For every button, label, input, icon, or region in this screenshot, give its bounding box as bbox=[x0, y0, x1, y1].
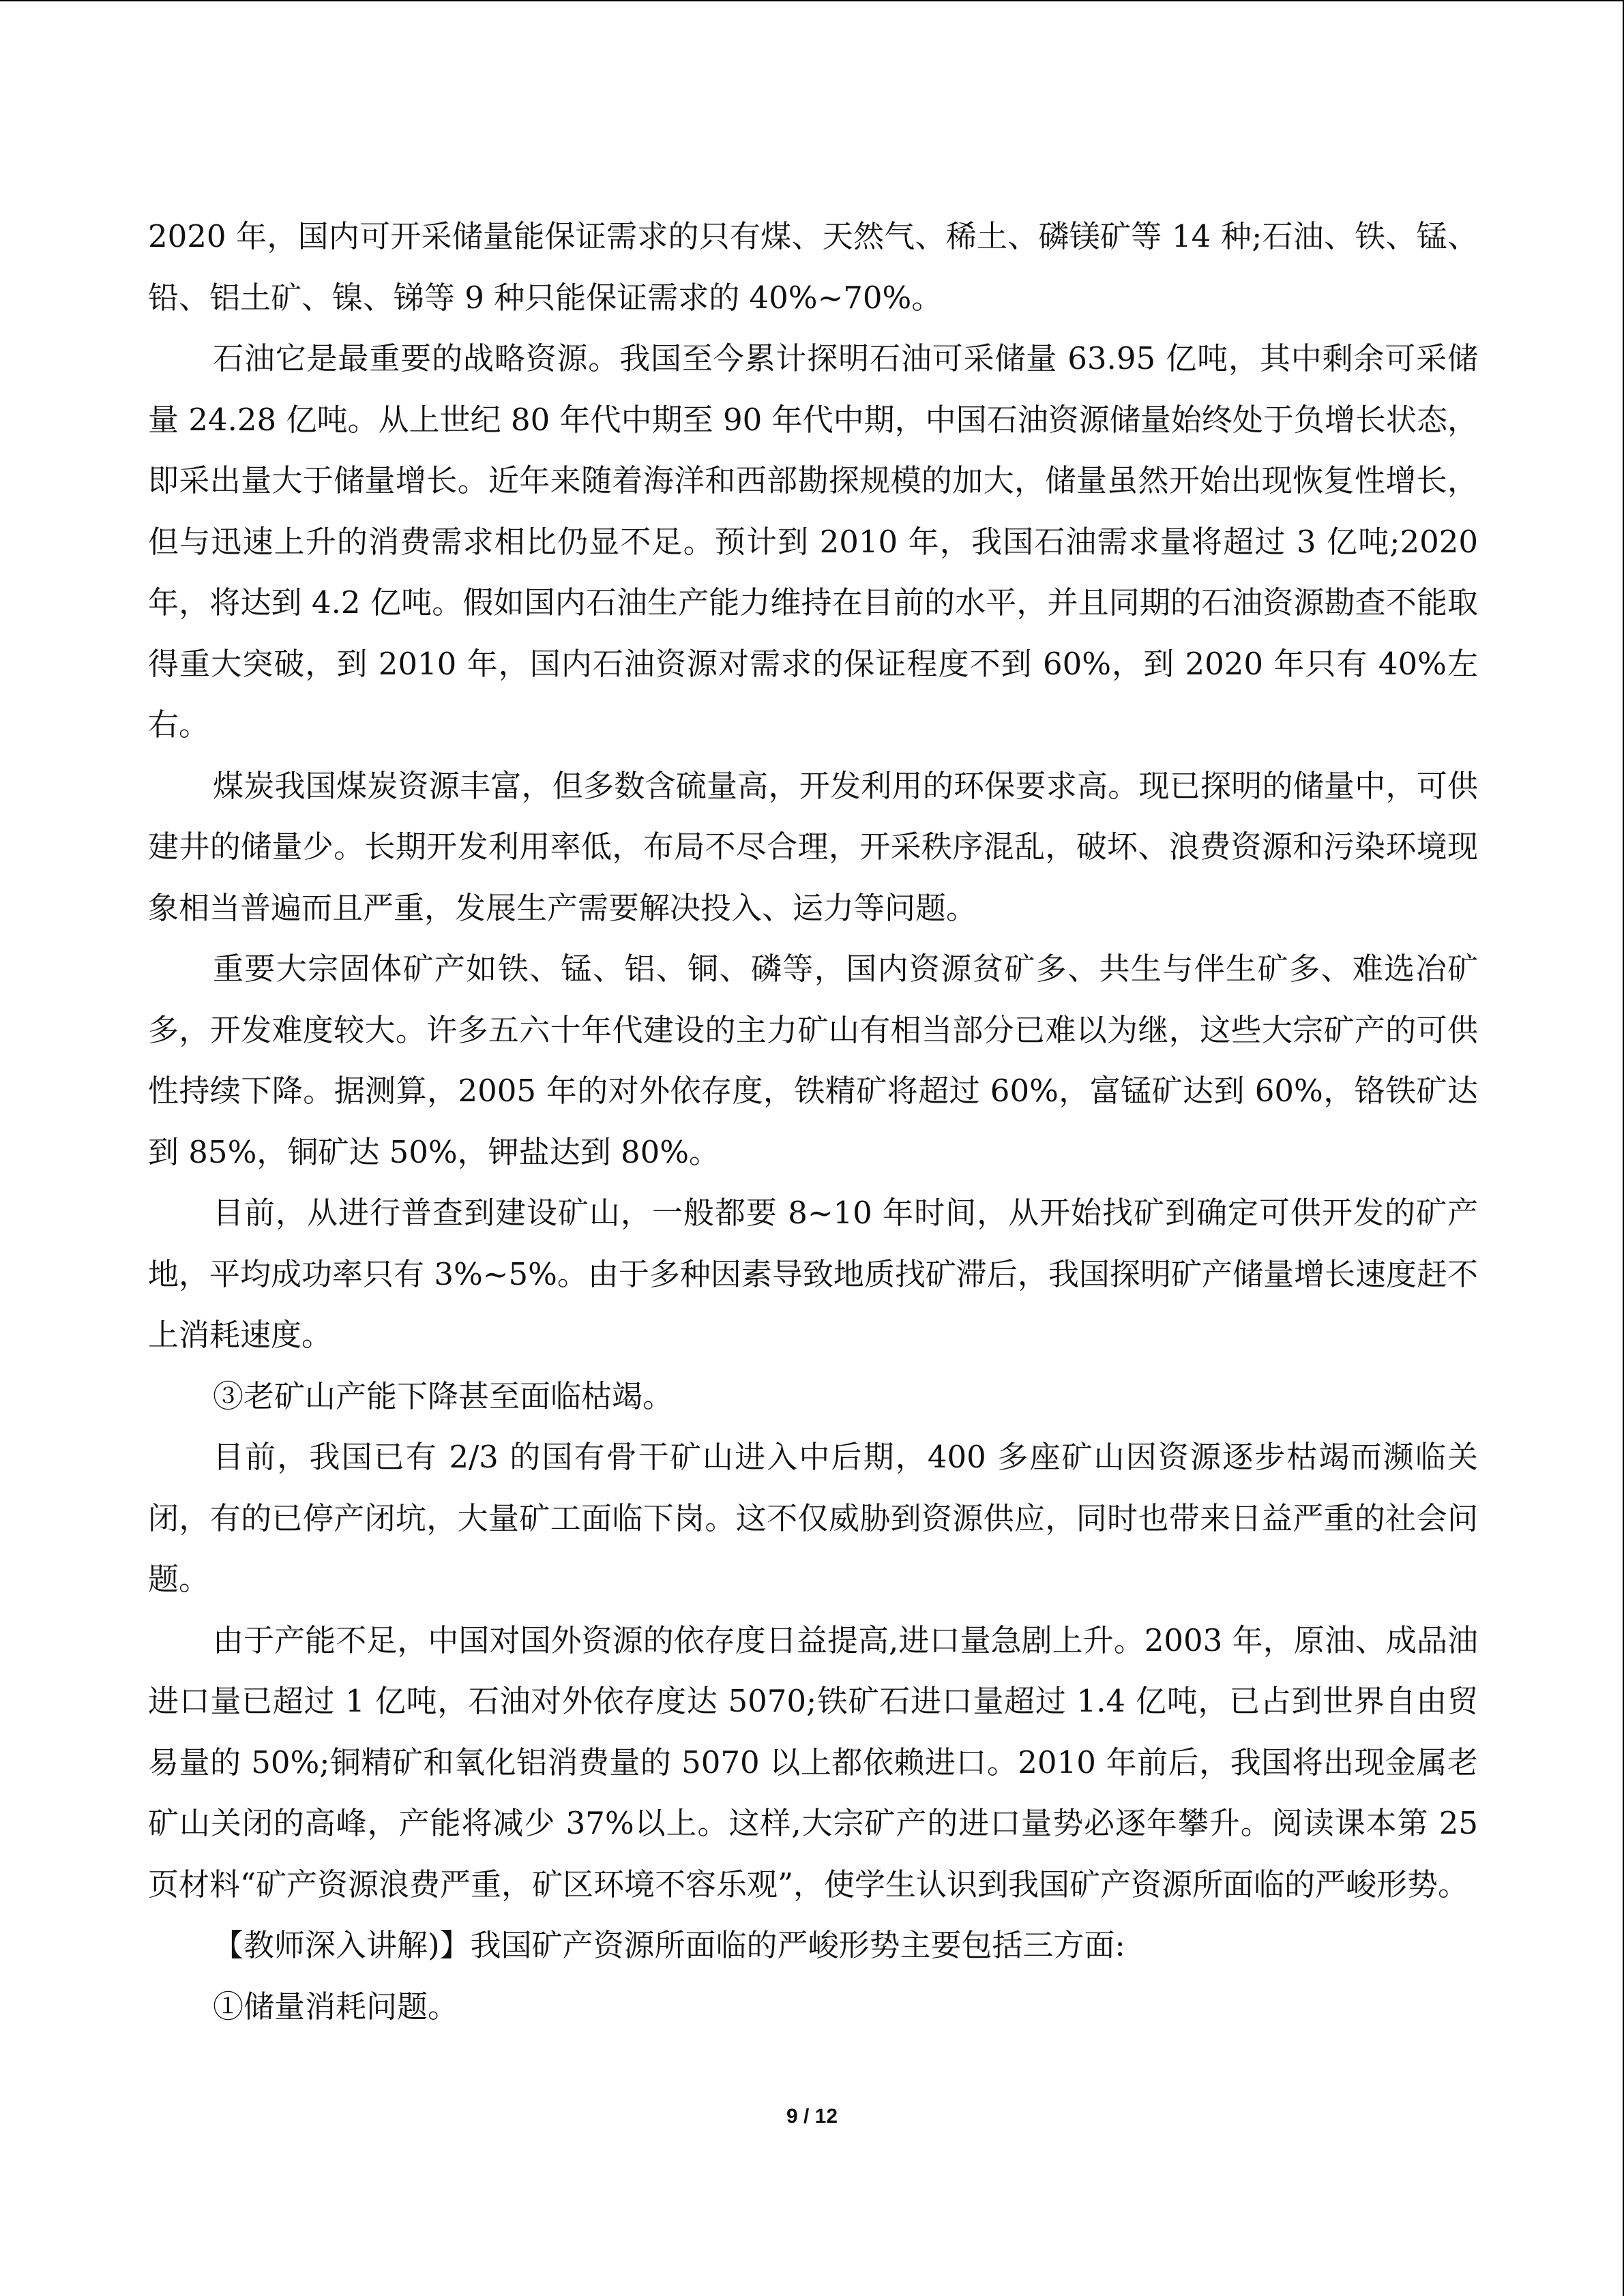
paragraph: ①储量消耗问题。 bbox=[213, 1988, 459, 2025]
paragraph: 目前，从进行普查到建设矿山，一般都要 8~10 年时间，从开始找矿到确定可供开发的矿产地，平均成功率只有 3%~5%。由于多种因素导致地质找矿滞后，我国探明矿产储量增长速度赶不上消耗速度。 bbox=[148, 1195, 1478, 1353]
body-text bbox=[148, 206, 1478, 2037]
page-number: 9 / 12 bbox=[786, 2105, 838, 2128]
paragraph: 目前，我国已有 2/3 的国有骨干矿山进入中后期，400 多座矿山因资源逐步枯竭而濒临关闭，有的已停产闭坑，大量矿工面临下岗。这不仅威胁到资源供应，同时也带来日益严重的社会问题。 bbox=[148, 1439, 1478, 1597]
paragraph: 石油它是最重要的战略资源。我国至今累计探明石油可采储量 63.95 亿吨，其中剩余可采储量 24.28 亿吨。从上世纪 80 年代中期至 90 年代中期，中国石油资源储量始终处于负增长状态，即采出量大于储量增长。近年来随着海洋和西部勘探规模的加大，储量虽然开始出现恢复性增长，但与迅速上升的消费需求相比仍显不足。预计到 2010 年，我国石油需求量将超过 3 亿吨;2020 年，将达到 4.2 亿吨。假如国内石油生产能力维持在目前的水平，并且同期的石油资源勘查不能取得重大突破，到 2010 年，国内石油资源对需求的保证程度不到 60%，到 2020 年只有 40%左右。 bbox=[148, 340, 1478, 743]
paragraph: 重要大宗固体矿产如铁、锰、铝、铜、磷等，国内资源贫矿多、共生与伴生矿多、难选冶矿多，开发难度较大。许多五六十年代建设的主力矿山有相当部分已难以为继，这些大宗矿产的可供性持续下降。据测算，2005 年的对外依存度，铁精矿将超过 60%，富锰矿达到 60%，铬铁矿达到 85%，铜矿达 50%，钾盐达到 80%。 bbox=[148, 951, 1478, 1170]
paragraph: 煤炭我国煤炭资源丰富，但多数含硫量高，开发利用的环保要求高。现已探明的储量中，可供建井的储量少。长期开发利用率低，布局不尽合理，开采秩序混乱，破坏、浪费资源和污染环境现象相当普遍而且严重，发展生产需要解决投入、运力等问题。 bbox=[148, 767, 1478, 926]
paragraph: ③老矿山产能下降甚至面临枯竭。 bbox=[213, 1377, 674, 1414]
paragraph: 由于产能不足，中国对国外资源的依存度日益提高,进口量急剧上升。2003 年，原油、成品油进口量已超过 1 亿吨，石油对外依存度达 5070;铁矿石进口量超过 1.4 亿吨，已占到世界自由贸易量的 50%;铜精矿和氧化铝消费量的 5070 以上都依赖进口。2010 年前后，我国将出现金属老矿山关闭的高峰，产能将减少 37%以上。这样,大宗矿产的进口量势必逐年攀升。阅读课本第 25 页材料“矿产资源浪费严重，矿区环境不容乐观”，使学生认识到我国矿产资源所面临的严峻形势。 bbox=[148, 1622, 1478, 1903]
paragraph: 【教师深入讲解)】我国矿产资源所面临的严峻形势主要包括三方面: bbox=[213, 1927, 1125, 1963]
paragraph: 2020 年，国内可开采储量能保证需求的只有煤、天然气、稀土、磷镁矿等 14 种;石油、铁、锰、铅、铝土矿、镍、锑等 9 种只能保证需求的 40%~70%。 bbox=[148, 218, 1478, 316]
